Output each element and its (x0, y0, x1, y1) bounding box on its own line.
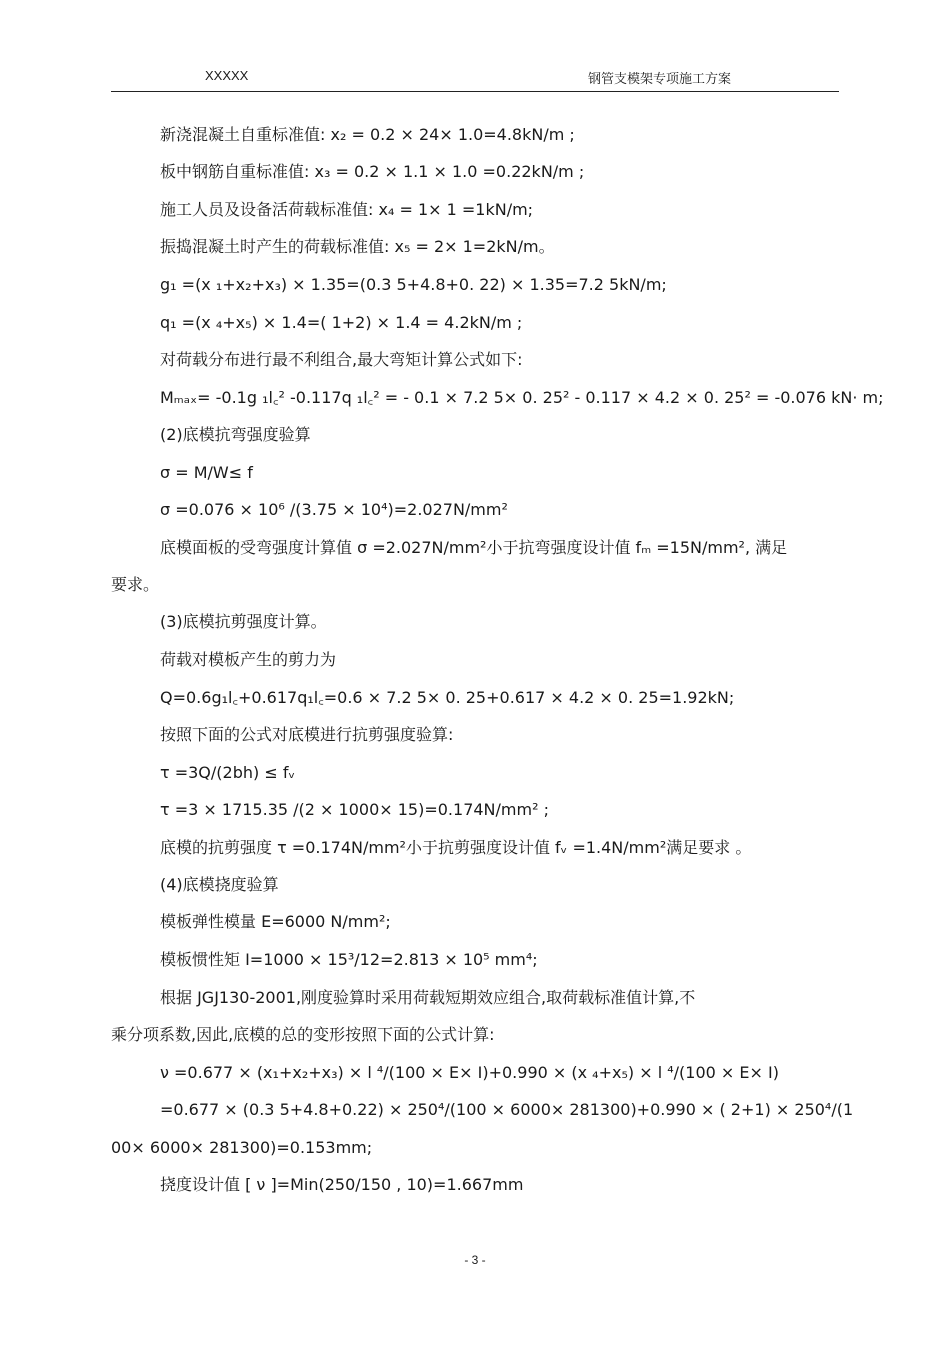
text-line: 施工人员及设备活荷载标准值: x₄ = 1× 1 =1kN/m; (160, 200, 534, 219)
text-line: 荷载对模板产生的剪力为 (160, 650, 337, 669)
text-line: 按照下面的公式对底模进行抗剪强度验算: (160, 725, 454, 744)
formula-line: 模板惯性矩 I=1000 × 15³/12=2.813 × 10⁵ mm⁴; (160, 950, 538, 969)
text-line: 要求。 (111, 575, 160, 594)
formula-line: Mₘₐₓ= -0.1g ₁l꜀² -0.117q ₁l꜀² = - 0.1 × 7.2 5× 0. 25² - 0.117 × 4.2 × 0. 25² = -0.076 kN· m; (160, 388, 884, 407)
formula-line: =0.677 × (0.3 5+4.8+0.22) × 250⁴/(100 × 6000× 281300)+0.990 × ( 2+1) × 250⁴/(1 (160, 1100, 854, 1119)
text-line: 对荷载分布进行最不利组合,最大弯矩计算公式如下: (160, 350, 523, 369)
formula-line: 00× 6000× 281300)=0.153mm; (111, 1138, 373, 1157)
header-divider (111, 91, 839, 92)
text-line: 新浇混凝土自重标准值: x₂ = 0.2 × 24× 1.0=4.8kN/m ; (160, 125, 575, 144)
formula-line: τ =3 × 1715.35 /(2 × 1000× 15)=0.174N/mm² ; (160, 800, 549, 819)
formula-line: g₁ =(x ₁+x₂+x₃) × 1.35=(0.3 5+4.8+0. 22) × 1.35=7.2 5kN/m; (160, 275, 667, 294)
section-heading: (4)底模挠度验算 (160, 875, 279, 894)
formula-line: σ = M/W≤ f (160, 463, 253, 482)
header-left-text: XXXXX (205, 68, 249, 83)
text-line: 乘分项系数,因此,底模的总的变形按照下面的公式计算: (111, 1025, 495, 1044)
text-line: 振捣混凝土时产生的荷载标准值: x₅ = 2× 1=2kN/m。 (160, 237, 555, 256)
formula-line: ν =0.677 × (x₁+x₂+x₃) × l ⁴/(100 × E× I)+0.990 × (x ₄+x₅) × l ⁴/(100 × E× I) (160, 1063, 779, 1082)
header-document-title: 钢管支模架专项施工方案 (588, 72, 732, 87)
text-line: 根据 JGJ130-2001,刚度验算时采用荷载短期效应组合,取荷载标准值计算,不 (160, 988, 696, 1007)
formula-line: σ =0.076 × 10⁶ /(3.75 × 10⁴)=2.027N/mm² (160, 500, 508, 519)
text-line: 底模面板的受弯强度计算值 σ =2.027N/mm²小于抗弯强度设计值 fₘ =15N/mm², 满足 (160, 538, 788, 557)
formula-line: 挠度设计值 [ ν ]=Min(250/150 , 10)=1.667mm (160, 1175, 524, 1194)
formula-line: Q=0.6g₁l꜀+0.617q₁l꜀=0.6 × 7.2 5× 0. 25+0.617 × 4.2 × 0. 25=1.92kN; (160, 688, 735, 707)
page-number: - 3 - (464, 1253, 486, 1267)
formula-line: q₁ =(x ₄+x₅) × 1.4=( 1+2) × 1.4 = 4.2kN/m ; (160, 313, 523, 332)
formula-line: 模板弹性模量 E=6000 N/mm²; (160, 912, 391, 931)
section-heading: (2)底模抗弯强度验算 (160, 425, 311, 444)
formula-line: τ =3Q/(2bh) ≤ fᵥ (160, 763, 296, 782)
text-line: 底模的抗剪强度 τ =0.174N/mm²小于抗剪强度设计值 fᵥ =1.4N/mm²满足要求 。 (160, 838, 752, 857)
section-heading: (3)底模抗剪强度计算。 (160, 612, 327, 631)
text-line: 板中钢筋自重标准值: x₃ = 0.2 × 1.1 × 1.0 =0.22kN/m ; (160, 162, 585, 181)
